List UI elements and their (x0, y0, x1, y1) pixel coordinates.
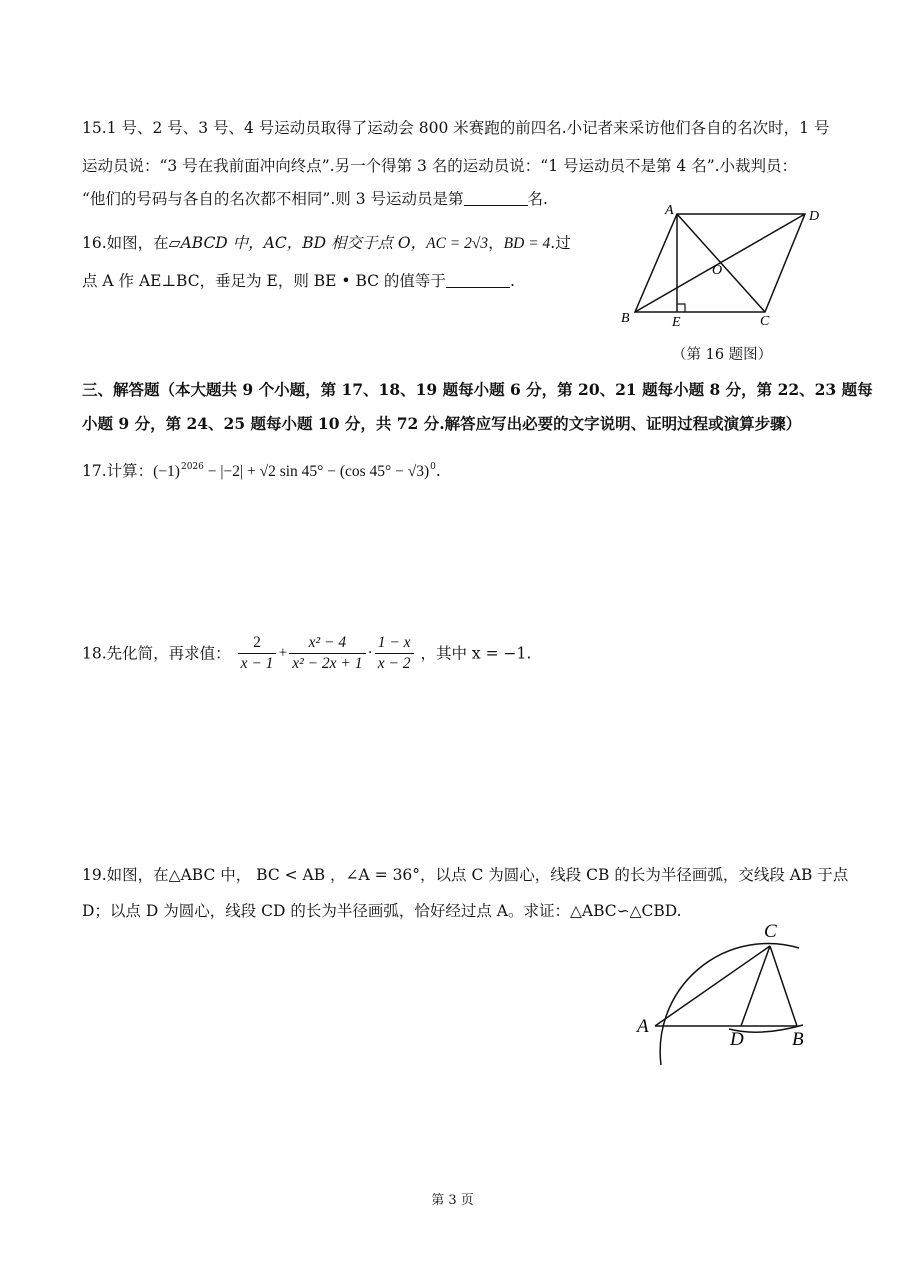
q16-line-2 (82, 270, 515, 292)
section-3-heading-cont: 小题 9 分，第 24、25 题每小题 10 分，共 72 分.解答应写出必要的文字说明、证明过程或演算步骤） (82, 414, 802, 433)
q18-suffix: ，其中 x = −1. (420, 644, 532, 663)
q15-line-1: 15.1 号、2 号、3 号、4 号运动员取得了运动会 800 米赛跑的前四名.小记者来采访他们各自的名次时，1 号 (82, 119, 830, 137)
q18-f1-num: 2 (238, 633, 277, 654)
label-o: O (712, 263, 723, 278)
right-angle-mark (677, 304, 685, 312)
q15-answer-blank[interactable] (464, 189, 528, 206)
q17-exp2: 0 (430, 462, 436, 472)
q19-line-2: D；以点 D 为圆心，线段 CD 的长为半径画弧，恰好经过点 A。求证：△ABC∽△CBD. (82, 902, 682, 920)
q17-end: . (435, 462, 441, 480)
q18-f3-num: 1 − x (375, 633, 414, 654)
label-b: B (621, 311, 630, 326)
q18-fraction-3 (375, 633, 414, 674)
q16-figure-caption: （第 16 题图） (672, 347, 773, 363)
q18-dot: · (367, 644, 373, 662)
q15-line-3-text: “他们的号码与各自的名次都不相同”.则 3 号运动员是第 (82, 190, 464, 208)
q19-figure (632, 915, 832, 1070)
q17-line (82, 456, 441, 483)
label-b: B (792, 1029, 804, 1050)
q16-sep: ， (488, 234, 504, 252)
q18-f2-den: x² − 2x + 1 (292, 655, 363, 672)
segment-cd (741, 946, 770, 1026)
q16-prefix: 16.如图，在 (82, 234, 169, 252)
q15-line-3-end: 名. (527, 190, 548, 208)
q15-line-3 (82, 188, 548, 210)
q19-line-1: 19.如图，在△ABC 中， BC < AB ，∠A = 36°，以点 C 为圆心，线段 CB 的长为半径画弧，交线段 AB 于点 (82, 866, 849, 884)
label-e: E (672, 315, 681, 330)
label-a: A (637, 1016, 649, 1037)
q16-line1-end: .过 (550, 234, 571, 252)
q18-plus: + (278, 644, 288, 662)
q17-exp1: 2026 (180, 462, 204, 472)
section-3-heading: 三、解答题（本大题共 9 个小题，第 17、18、19 题每小题 6 分，第 20、21 题每小题 8 分，第 22、23 题每 (82, 380, 873, 399)
q17-term2: − |−2| + √2 sin 45° − (cos 45° − √3) (203, 463, 430, 480)
label-c: C (764, 921, 777, 942)
q16-line-1 (82, 232, 571, 255)
q16-bd-expr: BD = 4 (503, 235, 551, 252)
q17-term1: (−1) (153, 463, 180, 480)
q18-fraction-1 (238, 633, 277, 674)
label-d: D (809, 209, 820, 224)
q18-f3-den: x − 2 (377, 655, 411, 672)
q16-mid: ABCD 中，AC，BD 相交于点 O， (180, 234, 427, 252)
q15-line-2: 运动员说：“3 号在我前面冲向终点”.另一个得第 3 名的运动员说：“1 号运动员不是第 4 名”.小裁判员： (82, 157, 798, 175)
segment-cb (770, 946, 797, 1026)
q16-answer-blank[interactable] (446, 271, 510, 288)
q16-figure (615, 198, 830, 334)
label-d: D (730, 1029, 744, 1050)
label-c: C (760, 314, 770, 329)
q17-prefix: 17.计算： (82, 462, 154, 480)
q18-line (82, 633, 531, 674)
parallelogram-symbol: ▱ (168, 234, 181, 252)
label-a: A (665, 203, 674, 218)
q18-f2-num: x² − 4 (289, 633, 365, 654)
page-number: 第 3 页 (431, 1193, 474, 1208)
q16-line2-end: . (509, 272, 515, 290)
q16-ac-expr: AC = 2√3 (426, 235, 489, 252)
q18-f1-den: x − 1 (240, 655, 274, 672)
q16-line2-text: 点 A 作 AE⊥BC，垂足为 E，则 BE • BC 的值等于 (82, 272, 446, 290)
segment-ac (655, 946, 770, 1026)
q18-prefix: 18.先化简，再求值： (82, 644, 231, 663)
q18-fraction-2 (289, 633, 365, 674)
